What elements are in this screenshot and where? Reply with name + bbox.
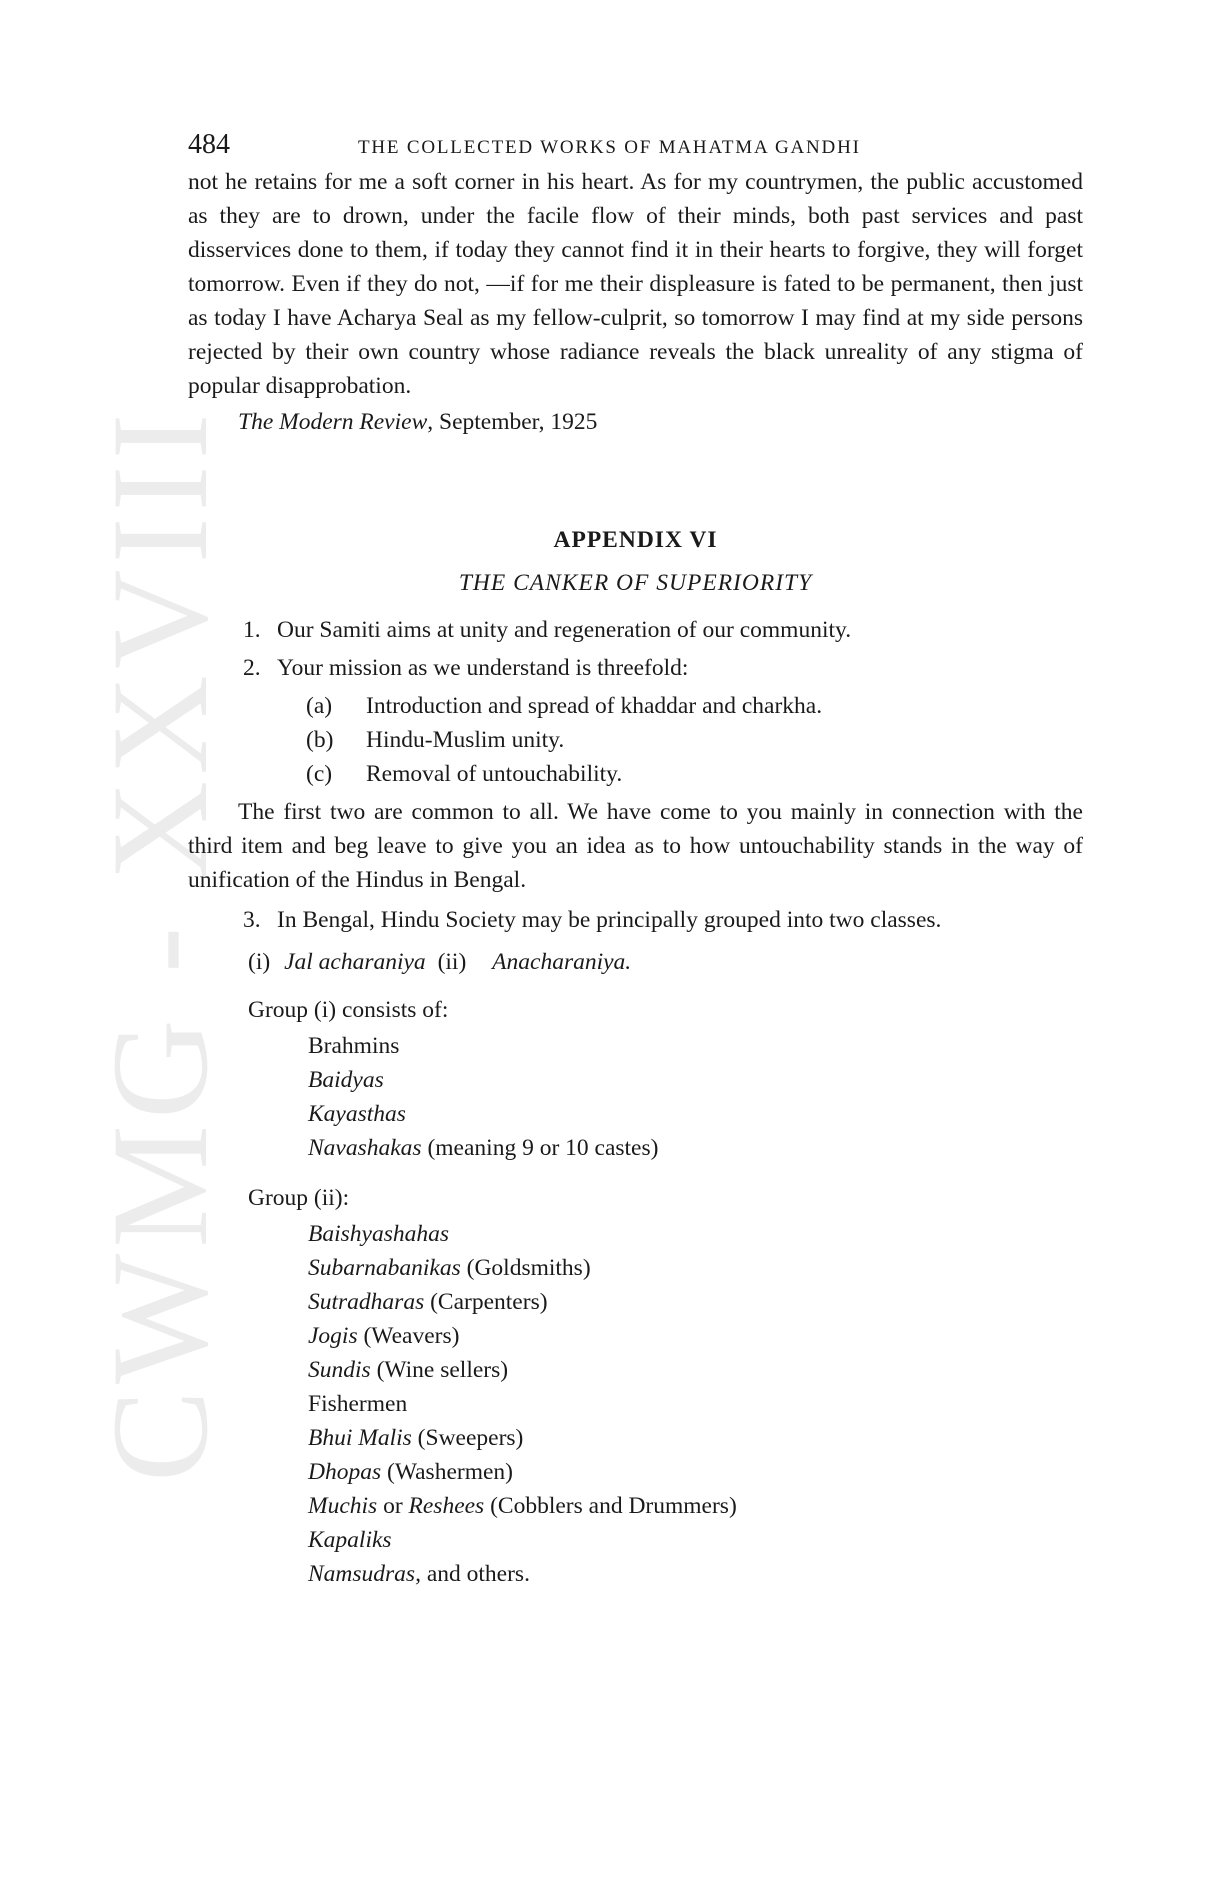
sub-item-c [306,757,1083,791]
page [188,125,1083,1591]
classes-line [248,945,1083,979]
sub-item-letter: (a) [306,693,333,719]
caste-row [308,1285,1083,1319]
connection-paragraph: The first two are common to all. We have come to you mainly in connection with the third item and beg leave to give you an idea as to how untouchability stands in the way of unification of the Hindus in Bengal. [188,799,1083,893]
caste-row [308,1387,1083,1421]
caste-row [308,1251,1083,1285]
point-3 [243,901,1083,939]
point-number: 3. [243,907,261,933]
page-number: 484 [188,129,230,160]
caste-name: Baidyas [308,1067,384,1093]
caste-note: (Goldsmiths) [460,1255,591,1281]
caste-name: Kayasthas [308,1101,406,1127]
caste-name: Jogis [308,1323,358,1349]
caste-note: (Wine sellers) [370,1357,509,1383]
caste-row [308,1455,1083,1489]
point-number: 1. [243,617,261,643]
citation-source: The Modern Review [238,409,428,435]
caste-name: Navashakas [308,1135,422,1161]
caste-note: (Carpenters) [424,1289,548,1315]
caste-row [308,1557,1083,1591]
caste-name: Bhui Malis [308,1425,412,1451]
sub-item-a [306,689,1083,723]
opening-paragraph: not he retains for me a soft corner in his heart. As for my countrymen, the public accustomed as they are to drown, under the facile flow of their minds, both past services and past disservices done to them, if today they cannot find it in their hearts to forgive, they will forget tomorrow. Even if they do not, —if for me their displeasure is fated to be permanent, then just as today I have Acharya Seal as my fellow-culprit, so tomorrow I may find at my side persons rejected by their own country whose radiance reveals the black unreality of any stigma of popular disapprobation. [188,169,1083,399]
page-header [188,125,1083,165]
caste-name: Fishermen [308,1391,408,1417]
point-number: 2. [243,655,261,681]
sub-item-text: Introduction and spread of khaddar and charkha. [366,693,823,719]
sub-item-text: Removal of untouchability. [366,761,623,787]
citation [238,405,1083,439]
caste-name: Dhopas [308,1459,382,1485]
point-text: Our Samiti aims at unity and regeneration of our community. [277,617,852,643]
caste-note: (Weavers) [357,1323,460,1349]
point-text: Your mission as we understand is threefold: [277,655,689,681]
watermark: CWMG - XXVIII [83,407,236,1483]
caste-note: (meaning 9 or 10 castes) [421,1135,659,1161]
caste-row [308,1063,1083,1097]
appendix-subtitle: THE CANKER OF SUPERIORITY [458,570,813,596]
caste-name: Sutradharas [308,1289,425,1315]
caste-name: Subarnabanikas [308,1255,461,1281]
sub-item-letter: (b) [306,727,334,753]
appendix-heading: APPENDIX VI [553,527,718,553]
caste-name: Muchis [308,1493,378,1519]
sub-item-text: Hindu-Muslim unity. [366,727,565,753]
point-text: In Bengal, Hindu Society may be principally grouped into two classes. [277,907,942,933]
citation-date: , September, 1925 [427,409,598,435]
group-2-list [308,1217,1083,1591]
caste-row [308,1217,1083,1251]
group-1-list [308,1029,1083,1165]
sub-item-b [306,723,1083,757]
caste-name: Sundis [308,1357,371,1383]
point-2 [243,649,1083,687]
sub-items [306,689,1083,791]
caste-row [308,1097,1083,1131]
caste-note: and others. [420,1561,530,1587]
caste-row [308,1131,1083,1165]
class-i-label: (i) [248,949,271,975]
point-1 [243,611,1083,649]
group-2-label: Group (ii): [248,1185,350,1211]
caste-note: (Sweepers) [411,1425,524,1451]
group-1-label: Group (i) consists of: [248,997,449,1023]
caste-name-alt: Reshees [402,1493,485,1519]
caste-name: Namsudras, [308,1561,421,1587]
caste-name: Kapaliks [308,1527,392,1553]
class-ii-label: (ii) [437,949,467,975]
class-i-name: Jal acharaniya [284,949,426,975]
caste-name: Brahmins [308,1033,400,1059]
caste-name: Baishyashahas [308,1221,449,1247]
caste-row [308,1523,1083,1557]
caste-note: (Washermen) [381,1459,513,1485]
running-title: THE COLLECTED WORKS OF MAHATMA GANDHI [358,137,861,158]
class-ii-name: Anacharaniya. [492,949,632,975]
numbered-points [188,611,1083,687]
caste-row [308,1353,1083,1387]
caste-row [308,1319,1083,1353]
caste-row [308,1489,1083,1523]
caste-row [308,1421,1083,1455]
sub-item-letter: (c) [306,761,333,787]
caste-row [308,1029,1083,1063]
caste-note-alt: (Cobblers and Drummers) [484,1493,737,1519]
caste-note: or [377,1493,403,1519]
